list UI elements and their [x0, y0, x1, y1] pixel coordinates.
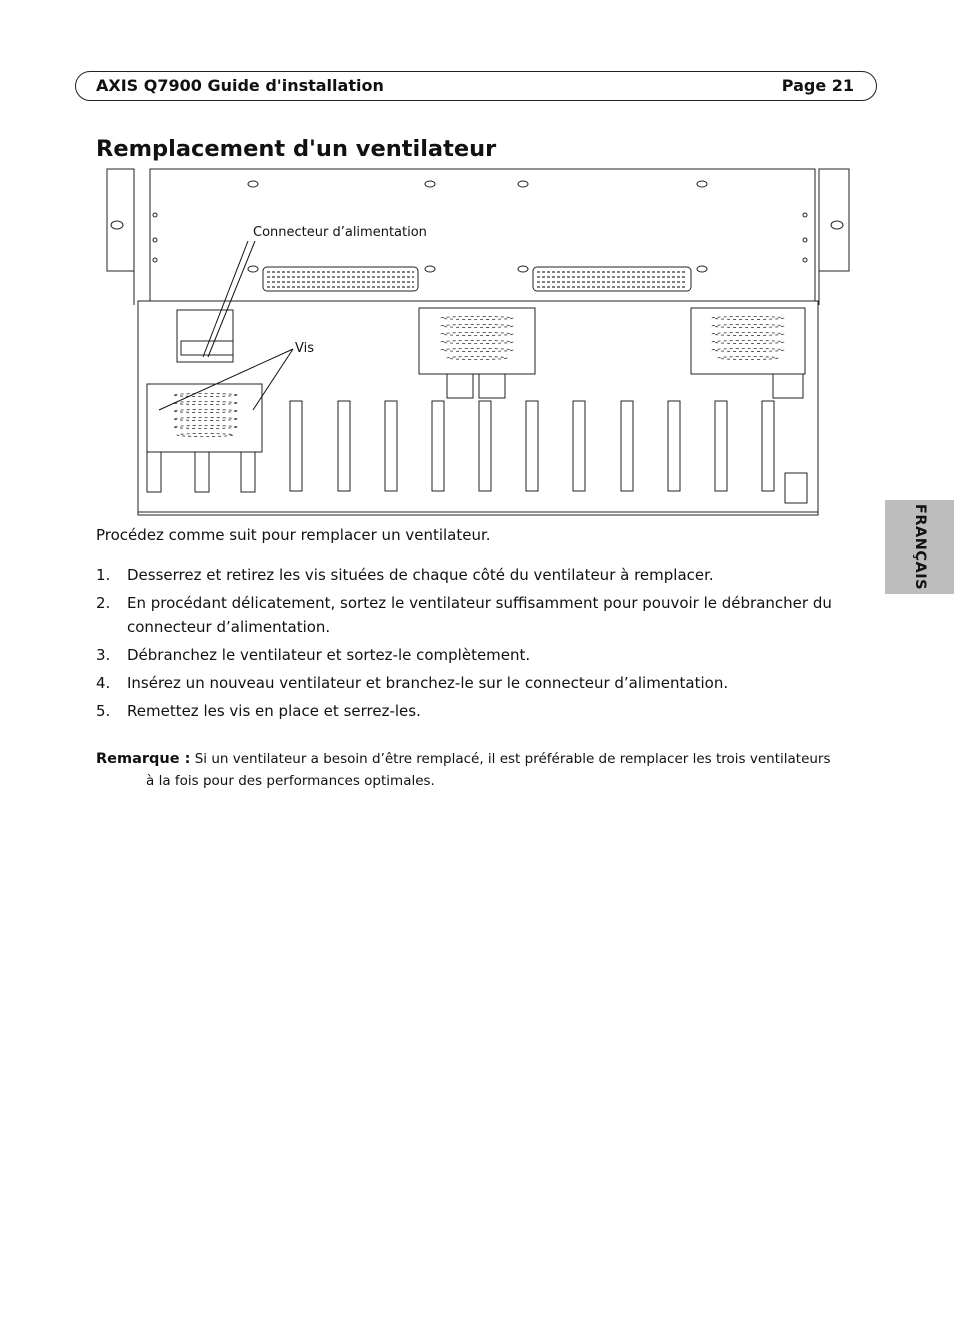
header-page-number: Page 21 [781, 76, 854, 95]
note-label: Remarque : [96, 751, 191, 767]
top-cover [150, 169, 815, 301]
left-rack-ear [107, 169, 134, 271]
intro-text: Procédez comme suit pour remplacer un ventilateur. [96, 526, 491, 544]
step-text: Remettez les vis en place et serrez-les. [127, 702, 421, 720]
language-tab [885, 500, 954, 594]
step-text: En procédant délicatement, sortez le ventilateur suffisamment pour pouvoir le débrancher du connecteur d’alimentation. [127, 594, 832, 636]
list-item [96, 671, 856, 695]
list-item [96, 699, 856, 723]
step-text: Insérez un nouveau ventilateur et branchez-le sur le connecteur d’alimentation. [127, 674, 729, 692]
page-title: Remplacement d'un ventilateur [96, 136, 497, 162]
step-number: 1. [96, 566, 111, 584]
chassis-body [138, 301, 818, 515]
step-number: 4. [96, 674, 111, 692]
step-number: 5. [96, 702, 111, 720]
steps-list [96, 563, 856, 727]
list-item [96, 563, 856, 587]
step-text: Desserrez et retirez les vis situées de chaque côté du ventilateur à remplacer. [127, 566, 714, 584]
list-item [96, 591, 856, 639]
right-fan [691, 308, 805, 374]
list-item [96, 643, 856, 667]
step-number: 3. [96, 646, 111, 664]
note-text-line2: à la fois pour des performances optimales. [146, 773, 435, 789]
fan-replacement-diagram [95, 165, 865, 521]
callout-power-connector: Connecteur d’alimentation [253, 225, 427, 240]
step-number: 2. [96, 594, 111, 612]
header-title: AXIS Q7900 Guide d'installation [96, 76, 384, 95]
page-header [75, 71, 877, 101]
step-text: Débranchez le ventilateur et sortez-le complètement. [127, 646, 531, 664]
note-text-line1: Si un ventilateur a besoin d’être remplacé, il est préférable de remplacer les trois ventilateurs [194, 751, 831, 767]
left-fan-removed [147, 384, 262, 452]
callout-screws: Vis [295, 341, 314, 356]
note-block [96, 748, 836, 792]
right-rack-ear [819, 169, 849, 271]
language-tab-label: FRANÇAIS [911, 503, 928, 591]
center-fan [419, 308, 535, 374]
